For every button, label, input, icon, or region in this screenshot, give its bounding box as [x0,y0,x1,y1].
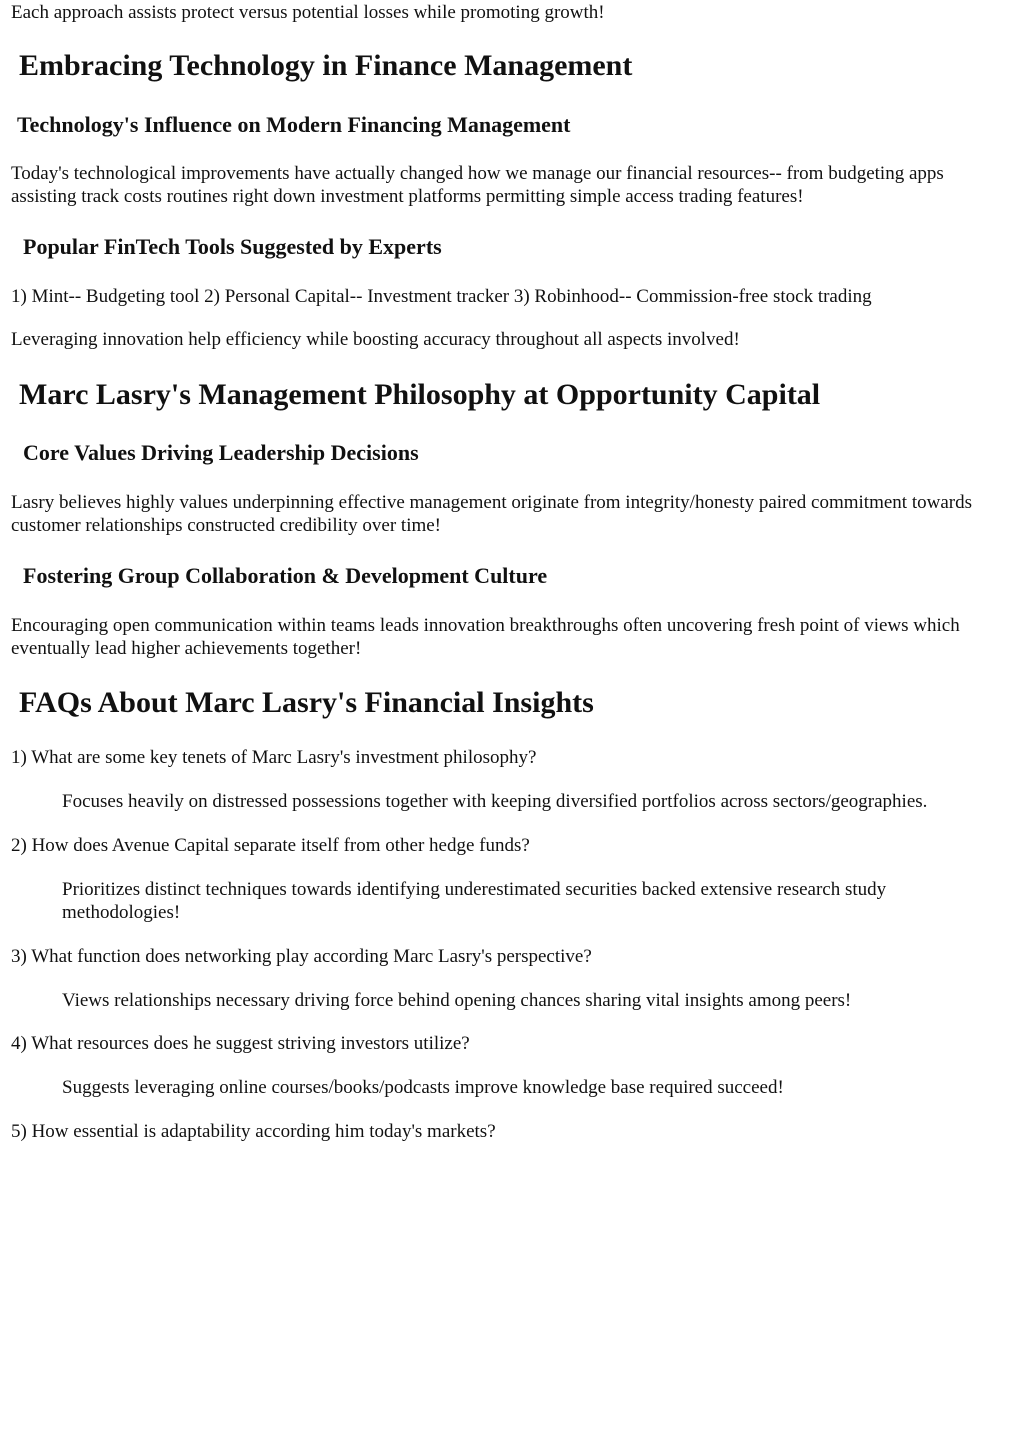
section-heading-faq: FAQs About Marc Lasry's Financial Insights [19,686,594,719]
faq-answer-4: Suggests leveraging online courses/books/podcasts improve knowledge base required succeed! [62,1077,784,1098]
subheading-tech-influence: Technology's Influence on Modern Financing Management [17,112,571,137]
paragraph-tech-influence: Today's technological improvements have actually changed how we manage our financial resources-- from budgeting apps assisting track costs routines right down investment platforms permitting simple access trading features! [11,163,944,207]
section-heading-technology: Embracing Technology in Finance Management [19,49,633,82]
faq-question-1: 1) What are some key tenets of Marc Lasry's investment philosophy? [11,747,537,768]
paragraph-tech-closing: Leveraging innovation help efficiency while boosting accuracy throughout all aspects involved! [11,329,740,350]
paragraph-core-values: Lasry believes highly values underpinning effective management originate from integrity/honesty paired commitment towards customer relationships constructed credibility over time! [11,492,972,536]
faq-question-5: 5) How essential is adaptability according him today's markets? [11,1121,496,1142]
intro-paragraph: Each approach assists protect versus potential losses while promoting growth! [11,2,605,23]
faq-question-2: 2) How does Avenue Capital separate itself from other hedge funds? [11,835,530,856]
subheading-collaboration: Fostering Group Collaboration & Development Culture [23,563,548,588]
faq-question-4: 4) What resources does he suggest striving investors utilize? [11,1033,470,1054]
faq-question-3: 3) What function does networking play according Marc Lasry's perspective? [11,946,592,967]
paragraph-collaboration: Encouraging open communication within teams leads innovation breakthroughs often uncovering fresh point of views which eventually lead higher achievements together! [11,615,960,659]
section-heading-philosophy: Marc Lasry's Management Philosophy at Opportunity Capital [19,378,821,411]
faq-answer-1: Focuses heavily on distressed possessions together with keeping diversified portfolios across sectors/geographies. [62,791,928,812]
faq-answer-3: Views relationships necessary driving force behind opening chances sharing vital insights among peers! [62,990,852,1011]
faq-answer-2: Prioritizes distinct techniques towards identifying underestimated securities backed extensive research study methodologies! [62,879,887,923]
fintech-tools-list: 1) Mint-- Budgeting tool 2) Personal Capital-- Investment tracker 3) Robinhood-- Commission-free stock trading [11,286,872,307]
subheading-core-values: Core Values Driving Leadership Decisions [23,440,419,465]
subheading-fintech-tools: Popular FinTech Tools Suggested by Experts [23,234,442,259]
